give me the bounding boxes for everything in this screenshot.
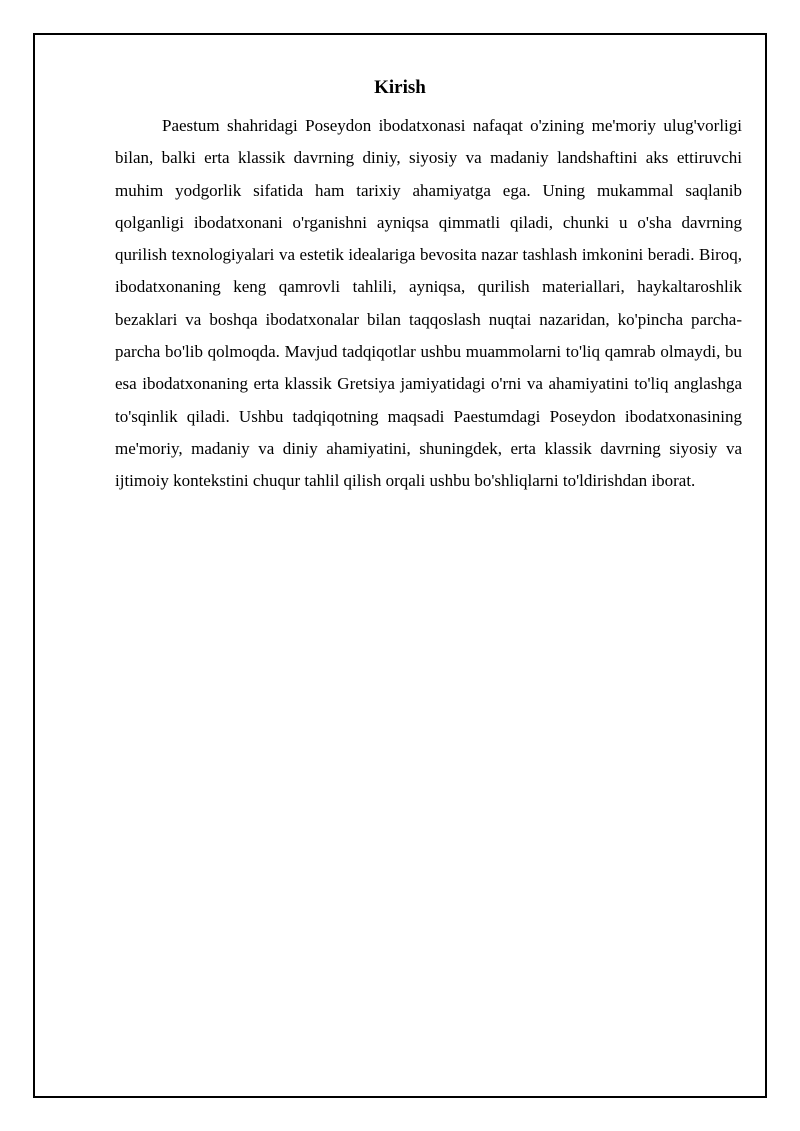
body-paragraph: Paestum shahridagi Poseydon ibodatxonasi nafaqat o'zining me'moriy ulug'vorligi bilan, balki erta klassik davrning diniy, siyosiy va madaniy landshaftini aks ettiruvchi muhim yodgorlik sifatida ham tarixiy ahamiyatga ega. Uning mukammal saqlanib qolganligi ibodatxonani o'rganishni ayniqsa qimmatli qiladi, chunki u o'sha davrning qurilish texnologiyalari va estetik idealariga bevosita nazar tashlash imkonini beradi. Biroq, ibodatxonaning keng qamrovli tahlili, ayniqsa, qurilish materiallari, haykaltaroshlik bezaklari va boshqa ibodatxonalar bilan taqqoslash nuqtai nazaridan, ko'pincha parcha-parcha bo'lib qolmoqda. Mavjud tadqiqotlar ushbu muammolarni to'liq qamrab olmaydi, bu esa ibodatxonaning erta klassik Gretsiya jamiyatidagi o'rni va ahamiyatini to'liq anglashga to'sqinlik qiladi. Ushbu tadqiqotning maqsadi Paestumdagi Poseydon ibodatxonasining me'moriy, madaniy va diniy ahamiyatini, shuningdek, erta klassik davrning siyosiy va ijtimoiy kontekstini chuqur tahlil qilish orqali ushbu bo'shliqlarni to'ldirishdan iborat.	[115, 116, 742, 491]
section-heading: Kirish	[374, 77, 426, 98]
